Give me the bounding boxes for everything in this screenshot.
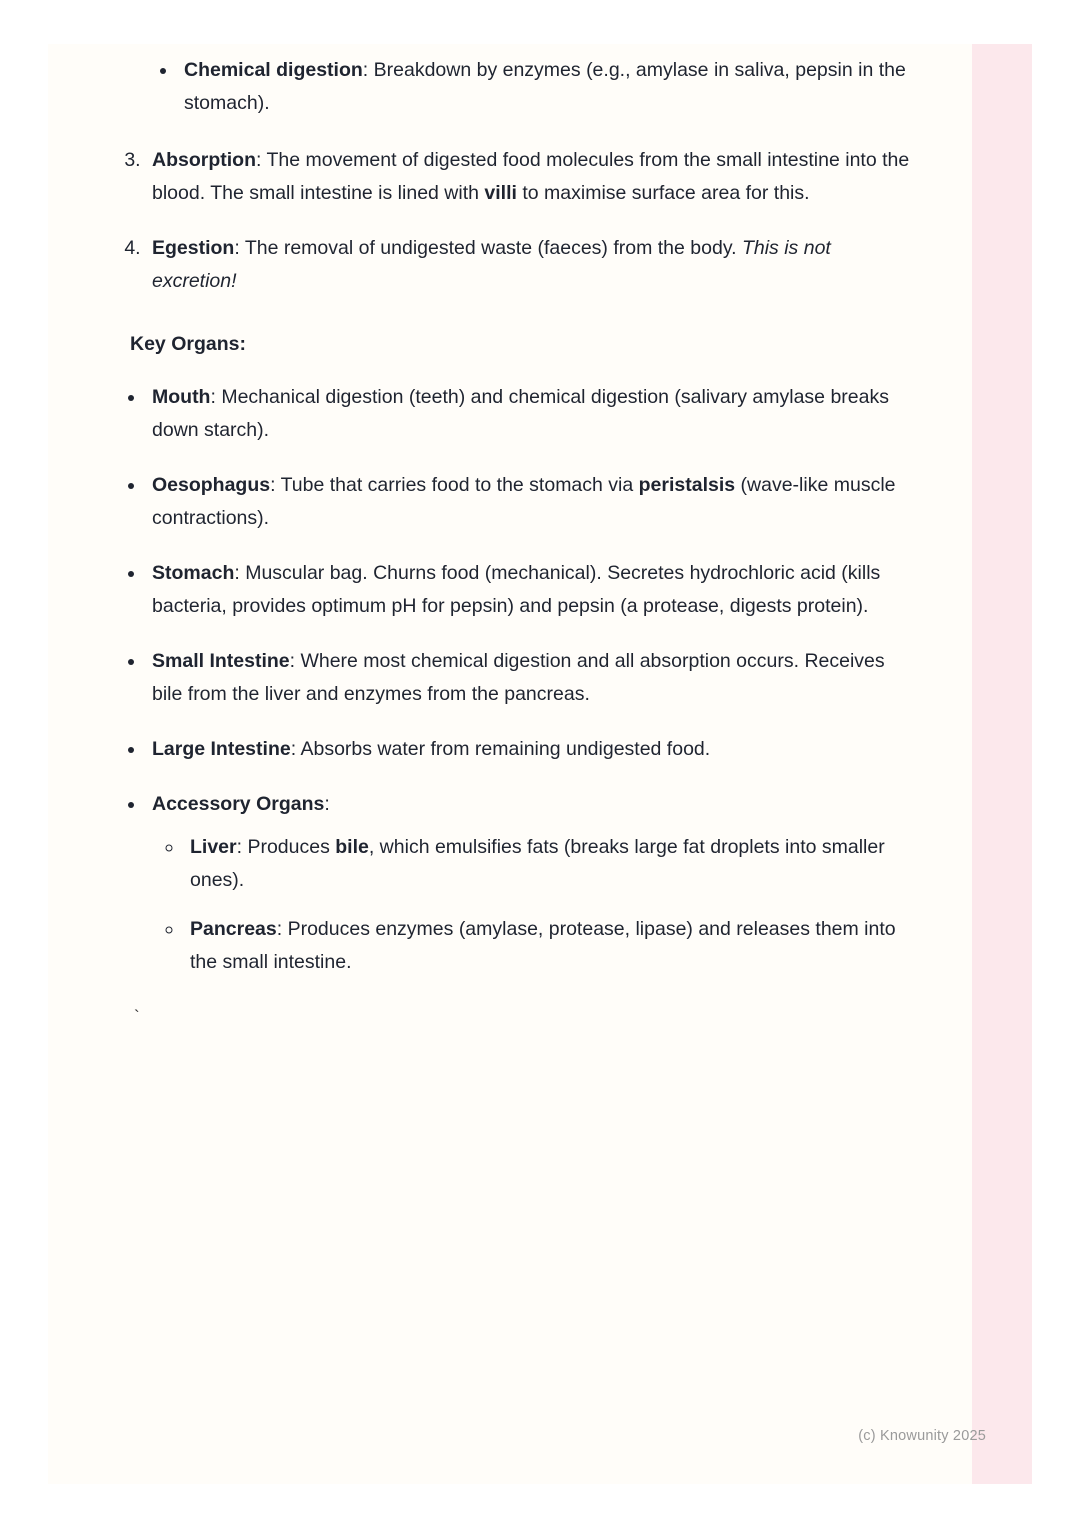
document-content: [48, 44, 972, 1027]
list-item-text: : Muscular bag. Churns food (mechanical). Secretes hydrochloric acid (kills bacteria, provides optimum pH for pepsin) and pepsin (a protease, digests protein).: [152, 562, 881, 617]
list-item: [146, 144, 912, 210]
list-item-term: Accessory Organs: [152, 793, 325, 815]
list-item-term: Oesophagus: [152, 474, 271, 496]
list-item-text: :: [324, 793, 330, 815]
list-item-term: Liver: [190, 836, 237, 858]
list-item-text-before: : The movement of digested food molecules from the small intestine into the blood. The small intestine is lined with: [152, 149, 910, 204]
accessory-organs-sublist: [152, 831, 912, 979]
list-item-text: : Breakdown by enzymes (e.g., amylase in saliva, pepsin in the stomach).: [184, 59, 906, 114]
list-item-text: : Absorbs water from remaining undigested food.: [290, 738, 711, 760]
list-item-term: Small Intestine: [152, 650, 290, 672]
list-item-text: : Where most chemical digestion and all absorption occurs. Receives bile from the liver and enzymes from the pancreas.: [152, 650, 885, 705]
list-item-text-after: , which emulsifies fats (breaks large fat droplets into smaller ones).: [190, 836, 885, 891]
page-pink-edge-strip: [972, 44, 1032, 1484]
list-item-emphasis: villi: [484, 182, 517, 204]
footer-credit: (c) Knowunity 2025: [858, 1428, 986, 1444]
list-item-term: Pancreas: [190, 918, 277, 940]
key-organs-heading: Key Organs:: [130, 333, 246, 355]
list-item-text-before: : Produces enzymes (amylase, protease, lipase) and releases them into the small intestine.: [190, 918, 896, 973]
list-item-term: Chemical digestion: [184, 59, 363, 81]
list-item: [146, 645, 912, 711]
list-item-term: Egestion: [152, 237, 235, 259]
list-item-term: Large Intestine: [152, 738, 291, 760]
list-item-text-before: : The removal of undigested waste (faeces) from the body.: [234, 237, 742, 259]
list-item-text-after: to maximise surface area for this.: [516, 182, 810, 204]
list-item: [146, 733, 912, 766]
numbered-list: [88, 144, 912, 298]
list-item-term: Stomach: [152, 562, 235, 584]
list-item-text-before: : Produces: [236, 836, 336, 858]
list-item: [146, 232, 912, 298]
organs-list: [88, 381, 912, 979]
list-item-term: Absorption: [152, 149, 256, 171]
list-item-italic: This is not excretion!: [152, 237, 831, 292]
list-item: [146, 557, 912, 623]
list-item: [146, 381, 912, 447]
list-item: [184, 913, 912, 979]
list-item-text: : Mechanical digestion (teeth) and chemical digestion (salivary amylase breaks down starch).: [152, 386, 889, 441]
list-item: [178, 54, 912, 120]
list-item-text-after: (wave-like muscle contractions).: [152, 474, 896, 529]
list-item: [146, 788, 912, 979]
list-item: [146, 469, 912, 535]
stray-backtick-mark: `: [134, 1007, 140, 1026]
document-page: [48, 44, 1032, 1484]
list-item-emphasis: bile: [335, 836, 369, 858]
list-item-term: Mouth: [152, 386, 211, 408]
list-item: [184, 831, 912, 897]
list-item-text-before: : Tube that carries food to the stomach via: [270, 474, 639, 496]
list-item-emphasis: peristalsis: [638, 474, 736, 496]
top-bullet-list: [88, 54, 912, 120]
